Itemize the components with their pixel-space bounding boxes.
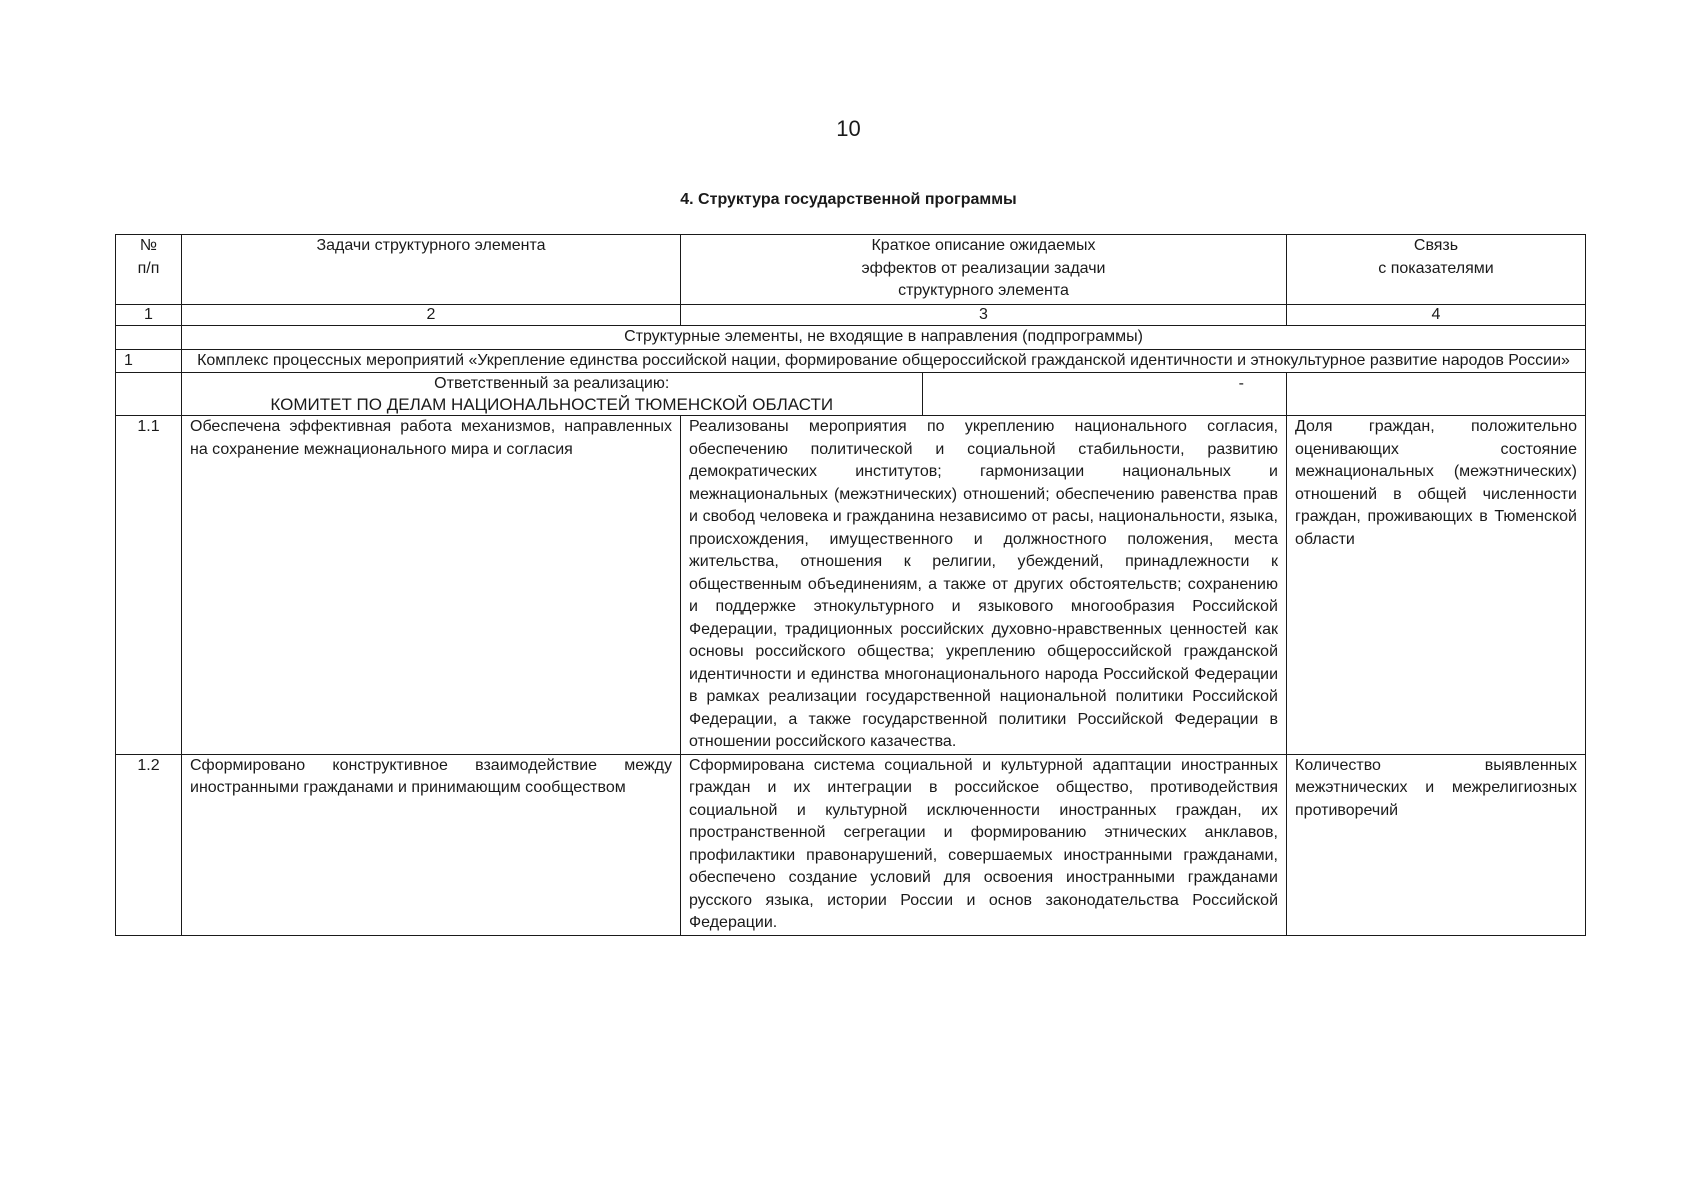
row-effect: Реализованы мероприятия по укреплению национального согласия, обеспечению политической и социальной стабильности, развитию демократических институтов; гармонизации национальных и межнациональных (межэтнических) отношений; обеспечению равенства прав и свобод человека и гражданина независимо от расы, национальности, языка, происхождения, имущественного и должностного положения, места жительства, отношения к религии, убеждений, принадлежности к общественным объединениям, а также от других обстоятельств; сохранению и поддержке этнокультурного и языкового многообразия Российской Федерации, традиционных российских духовно-нравственных ценностей как основы российского общества; укреплению общероссийской гражданской идентичности и единства многонационального народа Российской Федерации в рамках реализации государственной национальной политики Российской Федерации, а также государственной политики Российской Федерации в отношении российского казачества. [681,416,1287,755]
row-num: 1.1 [116,416,182,755]
row-indicator: Доля граждан, положительно оценивающих состояние межнациональных (межэтнических) отношений в общей численности граждан, проживающих в Тюменской области [1287,416,1586,755]
section-title: Структурные элементы, не входящие в направления (подпрограммы) [182,326,1586,350]
section-row [116,326,1586,350]
responsible-period-cell [922,373,1286,415]
responsible-inner [182,373,1286,415]
row-effect: Сформирована система социальной и культурной адаптации иностранных граждан и их интеграции в российское общество, противодействия социальной и культурной исключенности иностранных граждан, их пространственной сегрегации и формированию этнических анклавов, профилактики правонарушений, совершаемых иностранными гражданами, обеспечено создание условий для освоения иностранными гражданами русского языка, истории России и основ законодательства Российской Федерации. [681,754,1287,935]
responsible-cell [182,373,922,415]
column-number-3: 3 [681,305,1287,326]
row-indicator: Количество выявленных межэтнических и межрелигиозных противоречий [1287,754,1586,935]
header-tasks: Задачи структурного элемента [182,235,681,305]
section-num-cell [116,326,182,350]
row-task: Обеспечена эффективная работа механизмов, направленных на сохранение межнационального мира и согласия [182,416,681,755]
complex-num: 1 [116,349,182,373]
responsible-org: КОМИТЕТ ПО ДЕЛАМ НАЦИОНАЛЬНОСТЕЙ ТЮМЕНСКОЙ ОБЛАСТИ [270,395,834,414]
column-number-4: 4 [1287,305,1586,326]
responsible-label: Ответственный за реализацию: [434,375,670,392]
table-header-row [116,235,1586,305]
row-num: 1.2 [116,754,182,935]
responsible-num-cell [116,373,182,416]
header-num: № п/п [116,235,182,305]
responsible-period: - [1238,375,1244,392]
column-number-1: 1 [116,305,182,326]
header-effects: Краткое описание ожидаемых эффектов от реализации задачи структурного элемента [681,235,1287,305]
complex-title: Комплекс процессных мероприятий «Укрепление единства российской нации, формирование общероссийской гражданской идентичности и этнокультурное развитие народов России» [182,349,1586,373]
header-indicators: Связь с показателями [1287,235,1586,305]
complex-row [116,349,1586,373]
page-title [0,191,1697,209]
column-number-row [116,305,1586,326]
responsible-row [116,373,1586,416]
page-title-text: 4. Структура государственной программы [680,191,1017,208]
page-number: 10 [836,116,861,141]
column-number-2: 2 [182,305,681,326]
program-structure-table [115,234,1586,936]
table-row [116,754,1586,935]
row-task: Сформировано конструктивное взаимодействие между иностранными гражданами и принимающим сообществом [182,754,681,935]
table-row [116,416,1586,755]
responsible-split-cell [182,373,1287,416]
